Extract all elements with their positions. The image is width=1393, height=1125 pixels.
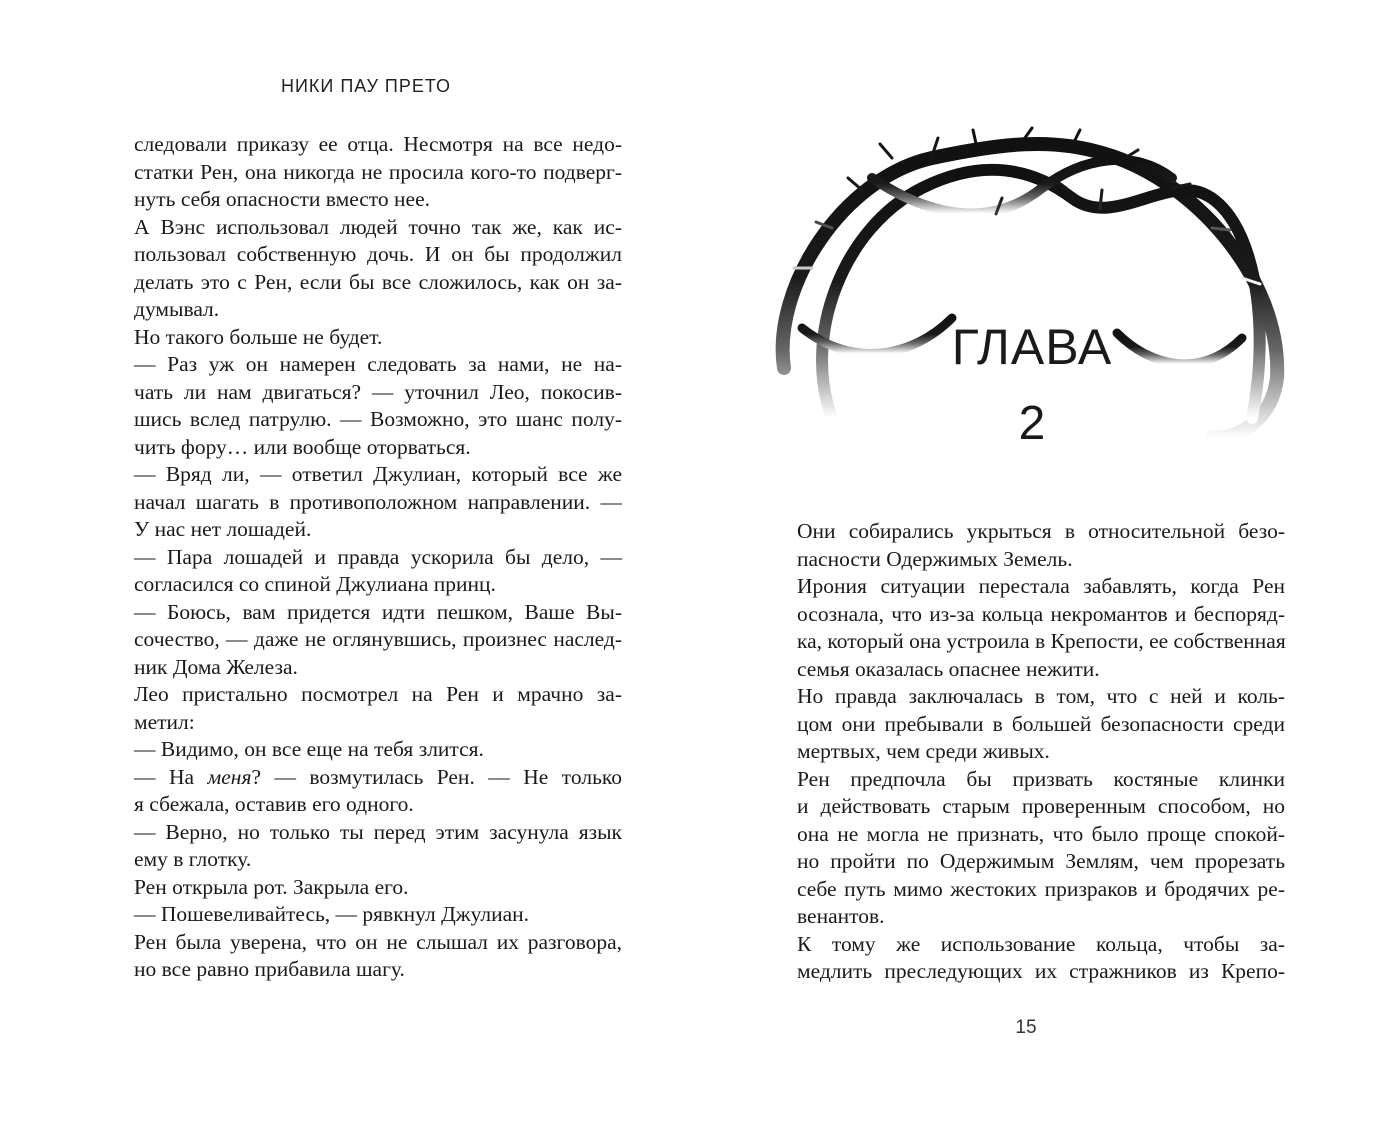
paragraph <box>106 819 622 874</box>
text-line: пользовал собственную дочь. И он бы продолжил <box>134 242 622 266</box>
text-line: думывал. <box>134 297 220 321</box>
paragraph <box>106 736 622 764</box>
text-line: чать ли нам двигаться? — уточнил Лео, покосив- <box>134 379 622 404</box>
text-segment: — На <box>134 764 208 789</box>
paragraph <box>106 214 622 324</box>
paragraph <box>769 931 1285 986</box>
text-line: — Боюсь, вам придется идти пешком, Ваше Вы- <box>134 599 622 624</box>
text-line: венантов. <box>797 904 885 928</box>
text-line: следовали приказу ее отца. Несмотря на все недо- <box>134 132 622 156</box>
text-line: Но правда заключалась в том, что с ней и коль- <box>797 684 1285 708</box>
paragraph <box>769 766 1285 931</box>
paragraph <box>106 351 622 461</box>
text-line: — Верно, но только ты перед этим засунула язык <box>134 819 622 844</box>
paragraph <box>106 324 622 352</box>
text-line: Но такого больше не будет. <box>134 324 383 349</box>
text-line: метил: <box>134 709 195 734</box>
text-line: статки Рен, она никогда не просила кого-то подверг- <box>134 159 622 184</box>
text-line: Ирония ситуации перестала забавлять, когда Рен <box>797 574 1285 598</box>
text-line: чить фору… или вообще оторваться. <box>134 434 471 459</box>
text-line: делать это с Рен, если бы все сложилось, как он за- <box>134 269 622 294</box>
text-line: она не могла не признать, что было проще спокой- <box>797 821 1285 846</box>
text-line: согласился со спиной Джулиана принц. <box>134 572 496 596</box>
text-segment: ? — возмутилась Рен. — Не только <box>251 764 622 789</box>
paragraph <box>106 544 622 599</box>
paragraph <box>106 461 622 544</box>
text-line: Рен была уверена, что он не слышал их разговора, <box>134 929 622 954</box>
left-body-text <box>106 131 622 984</box>
text-line: — Видимо, он все еще на тебя злится. <box>134 737 484 761</box>
text-line: осознала, что из-за кольца некромантов и беспоряд- <box>797 601 1285 626</box>
text-line: сочество, — даже не оглянувшись, произнес наслед- <box>134 627 622 651</box>
paragraph <box>106 764 622 819</box>
page-number: 15 <box>1015 1017 1037 1038</box>
paragraph <box>106 929 622 984</box>
left-page <box>0 0 696 1125</box>
text-line: семья оказалась опаснее нежити. <box>797 656 1100 681</box>
right-page <box>696 0 1393 1125</box>
text-line: начал шагать в противоположном направлении. — <box>134 489 622 514</box>
paragraph <box>769 573 1285 683</box>
text-line: У нас нет лошадей. <box>134 517 312 541</box>
text-line: Рен предпочла бы призвать костяные клинки <box>797 766 1285 791</box>
right-body-text <box>769 518 1285 986</box>
text-line: цом они пребывали в большей безопасности среди <box>797 711 1285 736</box>
text-line: нуть себя опасности вместо нее. <box>134 187 431 211</box>
chapter-number: 2 <box>1018 397 1046 450</box>
text-line: ему в глотку. <box>134 847 252 871</box>
emphasized-text: меня <box>207 764 252 789</box>
text-line: но все равно прибавила шагу. <box>134 957 405 981</box>
text-line: шись вслед патрулю. — Возможно, это шанс полу- <box>134 407 622 431</box>
text-line <box>106 791 622 819</box>
paragraph <box>106 901 622 929</box>
paragraph <box>106 681 622 736</box>
text-line: себе путь мимо жестоких призраков и бродячих ре- <box>797 876 1285 901</box>
text-line: — Пара лошадей и правда ускорила бы дело, — <box>134 544 622 569</box>
chapter-label: ГЛАВА <box>951 319 1113 375</box>
text-line: медлить преследующих их стражников из Крепо- <box>797 959 1285 983</box>
text-line: ник Дома Железа. <box>134 654 298 679</box>
text-line: А Вэнс использовал людей точно так же, как ис- <box>134 214 622 239</box>
text-line: Они собирались укрыться в относительной безо- <box>797 519 1285 543</box>
paragraph <box>769 683 1285 766</box>
text-line: Лео пристально посмотрел на Рен и мрачно за- <box>134 682 622 706</box>
text-line: Рен открыла рот. Закрыла его. <box>134 874 409 899</box>
text-line: — Пошевеливайтесь, — рявкнул Джулиан. <box>134 902 530 926</box>
text-line: — Вряд ли, — ответил Джулиан, который все же <box>134 462 622 486</box>
paragraph <box>106 599 622 682</box>
text-line: К тому же использование кольца, чтобы за- <box>797 931 1285 956</box>
paragraph <box>769 518 1285 573</box>
paragraph <box>106 131 622 214</box>
text-line: — Раз уж он намерен следовать за нами, не на- <box>134 352 622 376</box>
text-line: и действовать старым проверенным способом, но <box>797 794 1285 818</box>
text-line <box>106 764 622 792</box>
running-head: НИКИ ПАУ ПРЕТО <box>280 76 452 96</box>
text-line: ка, который она устроила в Крепости, ее собственная <box>797 629 1286 653</box>
text-line: мертвых, чем среди живых. <box>797 739 1050 763</box>
paragraph <box>106 874 622 902</box>
text-segment: я сбежала, оставив его одного. <box>134 792 414 816</box>
text-line: пасности Одержимых Земель. <box>797 546 1073 571</box>
text-line: но пройти по Одержимым Землям, чем прорезать <box>797 849 1285 873</box>
